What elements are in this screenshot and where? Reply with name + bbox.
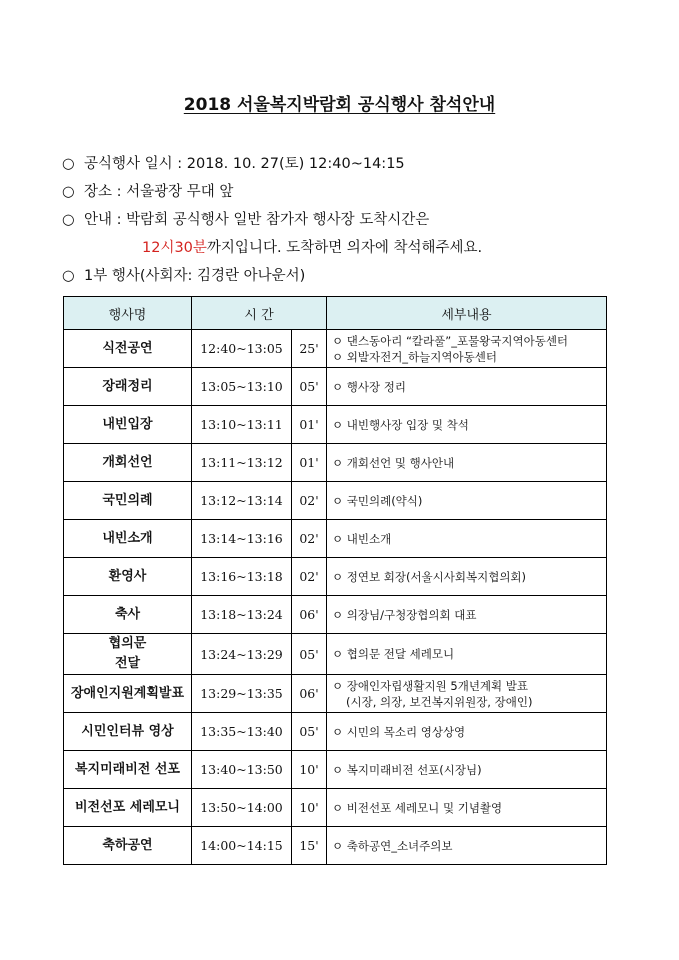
- bullet-circle-icon: ○: [62, 156, 75, 172]
- event-duration: 02': [292, 558, 327, 596]
- event-time: 12:40~13:05: [192, 330, 292, 368]
- info-datetime: ○ 공식행사 일시 : 2018. 10. 27(토) 12:40~14:15: [62, 156, 405, 172]
- bullet-circle-icon: ○: [62, 184, 75, 200]
- event-name: 비전선포 세레모니: [64, 789, 192, 827]
- event-duration: 10': [292, 789, 327, 827]
- table-row: [64, 675, 607, 713]
- event-detail-line: ㅇ 비전선포 세레모니 및 기념촬영: [332, 800, 503, 815]
- event-detail: [327, 482, 607, 520]
- event-time: 13:29~13:35: [192, 675, 292, 713]
- event-name: 협의문 전달: [64, 634, 192, 675]
- event-time: 13:10~13:11: [192, 406, 292, 444]
- event-time: 13:35~13:40: [192, 713, 292, 751]
- event-detail: [327, 444, 607, 482]
- event-detail-line: ㅇ 행사장 정리: [332, 379, 406, 394]
- event-name: 시민인터뷰 영상: [64, 713, 192, 751]
- event-duration: 01': [292, 406, 327, 444]
- event-detail-line: ㅇ 내빈소개: [332, 531, 392, 546]
- event-detail: [327, 675, 607, 713]
- header-time: 시 간: [192, 297, 327, 330]
- event-detail: [327, 330, 607, 368]
- event-duration: 25': [292, 330, 327, 368]
- schedule-table: [63, 296, 607, 865]
- table-header-row: [64, 297, 607, 330]
- event-detail-line: (시장, 의장, 보건복지위원장, 장애인): [346, 694, 533, 709]
- event-detail-line: ㅇ 축하공연_소녀주의보: [332, 838, 453, 853]
- event-name: 내빈소개: [64, 520, 192, 558]
- event-duration: 15': [292, 827, 327, 865]
- table-row: [64, 330, 607, 368]
- table-row: [64, 558, 607, 596]
- table-row: [64, 596, 607, 634]
- event-detail-line: ㅇ 개회선언 및 행사안내: [332, 455, 455, 470]
- header-detail: 세부내용: [327, 297, 607, 330]
- event-time: 13:11~13:12: [192, 444, 292, 482]
- event-duration: 06': [292, 596, 327, 634]
- event-detail: [327, 406, 607, 444]
- info-place: ○ 장소 : 서울광장 무대 앞: [62, 184, 234, 200]
- info-part1: ○ 1부 행사(사회자: 김경란 아나운서): [62, 268, 306, 284]
- event-duration: 02': [292, 520, 327, 558]
- table-row: [64, 713, 607, 751]
- event-duration: 02': [292, 482, 327, 520]
- table-row: [64, 444, 607, 482]
- event-detail-line: ㅇ 국민의례(약식): [332, 493, 423, 508]
- event-detail: [327, 713, 607, 751]
- event-duration: 05': [292, 713, 327, 751]
- event-time: 13:14~13:16: [192, 520, 292, 558]
- event-time: 14:00~14:15: [192, 827, 292, 865]
- event-detail-line: ㅇ 정연보 회장(서울시사회복지협의회): [332, 569, 527, 584]
- event-duration: 10': [292, 751, 327, 789]
- event-detail: [327, 520, 607, 558]
- event-detail: [327, 827, 607, 865]
- event-name: 환영사: [64, 558, 192, 596]
- event-detail-line: ㅇ 장애인자립생활지원 5개년계획 발표: [332, 678, 529, 693]
- event-duration: 01': [292, 444, 327, 482]
- bullet-circle-icon: ○: [62, 268, 75, 284]
- document-title: 2018 서울복지박람회 공식행사 참석안내: [183, 95, 496, 115]
- event-name: 복지미래비전 선포: [64, 751, 192, 789]
- event-detail: [327, 596, 607, 634]
- info-notice: ○ 안내 : 박람회 공식행사 일반 참가자 행사장 도착시간은: [62, 212, 430, 228]
- table-row: [64, 751, 607, 789]
- table-row: [64, 406, 607, 444]
- event-detail-line: ㅇ 외발자전거_하늘지역아동센터: [332, 349, 497, 364]
- event-time: 13:05~13:10: [192, 368, 292, 406]
- event-detail-line: ㅇ 시민의 목소리 영상상영: [332, 724, 466, 739]
- info-notice-line2: 12시30분까지입니다. 도착하면 의자에 착석해주세요.: [142, 240, 483, 256]
- event-name: 식전공연: [64, 330, 192, 368]
- event-detail: [327, 634, 607, 675]
- table-row: [64, 520, 607, 558]
- event-name: 국민의례: [64, 482, 192, 520]
- event-time: 13:40~13:50: [192, 751, 292, 789]
- event-duration: 05': [292, 634, 327, 675]
- event-detail-line: ㅇ 댄스동아리 “칼라풀”_포물왕국지역아동센터: [332, 333, 569, 348]
- event-detail: [327, 751, 607, 789]
- event-duration: 05': [292, 368, 327, 406]
- bullet-circle-icon: ○: [62, 212, 75, 228]
- event-name: 장애인지원계획발표: [64, 675, 192, 713]
- event-time: 13:12~13:14: [192, 482, 292, 520]
- event-detail: [327, 558, 607, 596]
- table-row: [64, 368, 607, 406]
- event-detail: [327, 368, 607, 406]
- event-time: 13:18~13:24: [192, 596, 292, 634]
- table-row: [64, 827, 607, 865]
- event-detail-line: ㅇ 내빈행사장 입장 및 착석: [332, 417, 469, 432]
- event-detail-line: ㅇ 협의문 전달 세레모니: [332, 647, 455, 661]
- table-row: [64, 634, 607, 675]
- event-name: 개회선언: [64, 444, 192, 482]
- event-time: 13:16~13:18: [192, 558, 292, 596]
- event-duration: 06': [292, 675, 327, 713]
- table-row: [64, 482, 607, 520]
- event-time: 13:24~13:29: [192, 634, 292, 675]
- event-name: 축사: [64, 596, 192, 634]
- event-time: 13:50~14:00: [192, 789, 292, 827]
- table-row: [64, 789, 607, 827]
- event-name: 장래정리: [64, 368, 192, 406]
- event-detail-line: ㅇ 복지미래비전 선포(시장님): [332, 762, 482, 777]
- arrival-time-highlight: 12시30분: [142, 240, 207, 256]
- event-detail: [327, 789, 607, 827]
- event-detail-line: ㅇ 의장님/구청장협의회 대표: [332, 607, 477, 622]
- event-name: 축하공연: [64, 827, 192, 865]
- event-name: 내빈입장: [64, 406, 192, 444]
- header-event-name: 행사명: [64, 297, 192, 330]
